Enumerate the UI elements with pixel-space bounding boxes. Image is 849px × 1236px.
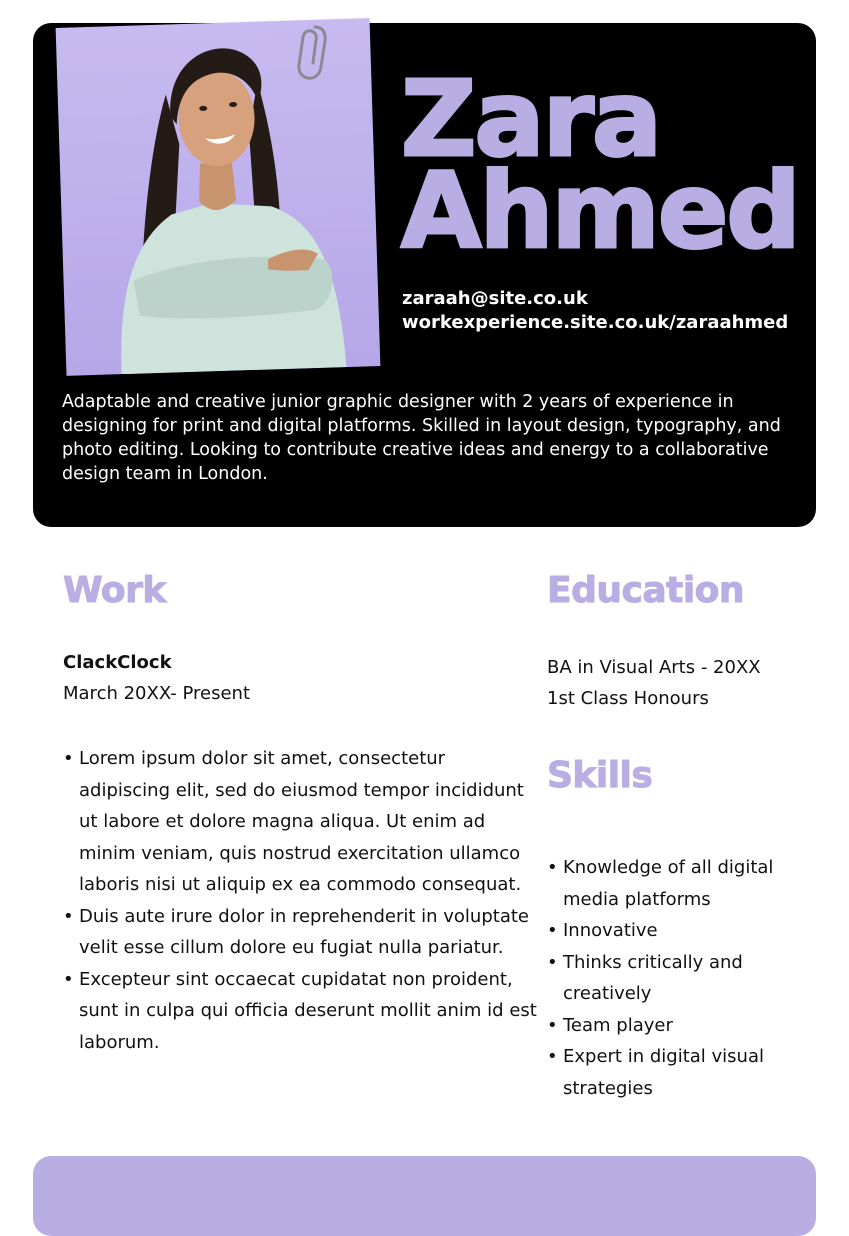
- list-item: • Knowledge of all digital media platforms: [563, 852, 823, 915]
- job-company: ClackClock: [63, 652, 172, 673]
- education-details: [547, 652, 761, 714]
- profile-summary: Adaptable and creative junior graphic designer with 2 years of experience in designing for print and digital platforms. Skilled in layout design, typography, and photo editing. Looking to contribute creative ideas and energy to a collaborative design team in London.: [62, 392, 781, 484]
- list-item: • Innovative: [563, 915, 823, 947]
- list-item: • Excepteur sint occaecat cupidatat non proident, sunt in culpa qui officia deserunt mollit anim id est laborum.: [79, 964, 539, 1059]
- contact-block: [402, 287, 788, 335]
- email-link[interactable]: zaraah@site.co.uk: [402, 288, 588, 309]
- work-bullet-list: [63, 743, 539, 1058]
- list-item: • Lorem ipsum dolor sit amet, consectetur adipiscing elit, sed do eiusmod tempor incididunt ut labore et dolore magna aliqua. Ut enim ad minim veniam, quis nostrud exercitation ullamco laboris nisi ut aliquip ex ea commodo consequat.: [79, 743, 539, 901]
- skills-heading: Skills: [547, 755, 653, 796]
- website-link[interactable]: workexperience.site.co.uk/zaraahmed: [402, 312, 789, 333]
- candidate-name: [401, 58, 799, 272]
- work-heading: Work: [63, 570, 166, 611]
- education-honours: 1st Class Honours: [547, 688, 709, 709]
- footer-bar: [33, 1156, 816, 1236]
- list-item: • Expert in digital visual strategies: [563, 1041, 823, 1104]
- list-item: • Team player: [563, 1010, 823, 1042]
- skills-list: [547, 852, 823, 1104]
- list-item: • Duis aute irure dolor in reprehenderit in voluptate velit esse cillum dolore eu fugiat nulla pariatur.: [79, 901, 539, 964]
- list-item: • Thinks critically and creatively: [563, 947, 823, 1010]
- education-heading: Education: [547, 570, 745, 611]
- profile-photo: [56, 18, 381, 376]
- paperclip-icon: [293, 23, 329, 83]
- education-degree: BA in Visual Arts - 20XX: [547, 657, 761, 678]
- job-dates: March 20XX- Present: [63, 683, 251, 704]
- first-name: Zara: [401, 58, 661, 180]
- last-name: Ahmed: [401, 150, 799, 272]
